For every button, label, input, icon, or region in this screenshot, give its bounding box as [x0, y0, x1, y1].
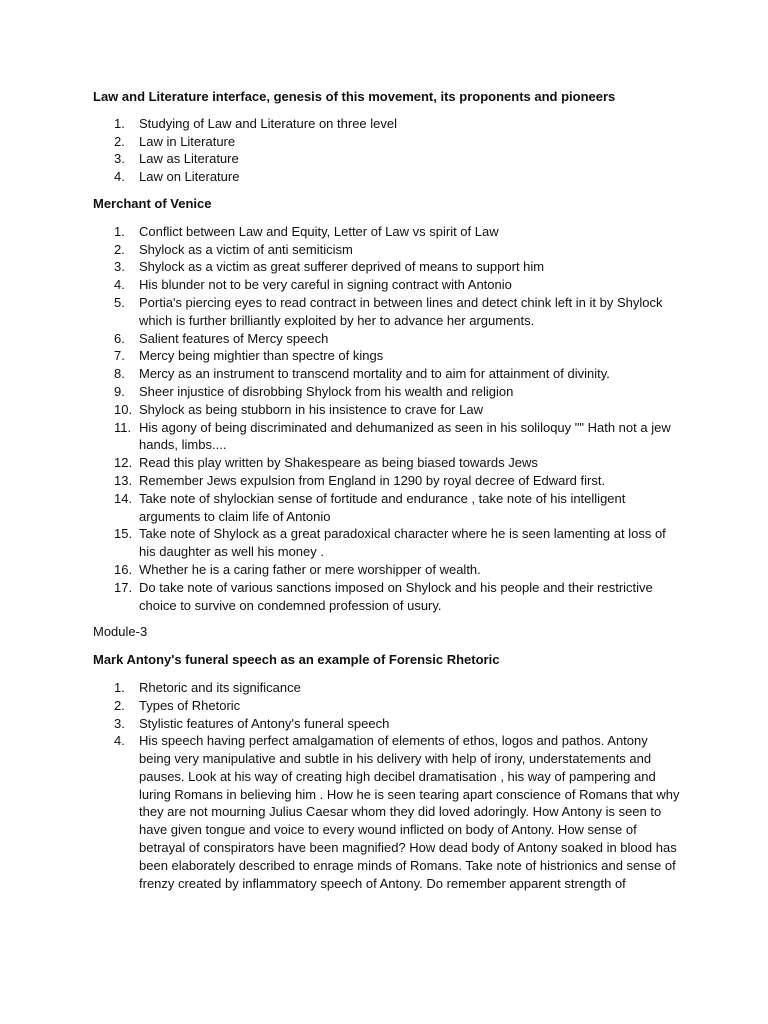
list-number: 3. — [114, 715, 125, 731]
list-text: Mercy as an instrument to transcend mortality and to aim for attainment of divinity. — [139, 366, 610, 382]
levels-list — [93, 115, 683, 186]
list-text: Mercy being mightier than spectre of kings — [139, 348, 384, 364]
list-item — [93, 150, 683, 168]
forensic-rhetoric-list — [93, 679, 683, 893]
document-body — [93, 88, 683, 901]
list-item — [93, 525, 683, 561]
list-number: 16. — [114, 561, 133, 577]
list-number: 2. — [114, 241, 125, 257]
list-number: 4. — [114, 277, 125, 293]
list-number: 12. — [114, 455, 133, 471]
list-item — [93, 715, 683, 733]
merchant-of-venice-list — [93, 223, 683, 615]
list-number: 2. — [114, 697, 125, 713]
list-text: Types of Rhetoric — [139, 697, 241, 713]
list-text: Take note of shylockian sense of fortitude and endurance , take note of his intelligent arguments to claim life of Antonio — [139, 490, 626, 524]
list-item — [93, 258, 683, 276]
list-number: 10. — [114, 401, 133, 417]
list-number: 6. — [114, 330, 125, 346]
list-number: 11. — [114, 419, 132, 435]
list-item — [93, 401, 683, 419]
list-text: Rhetoric and its significance — [139, 679, 301, 695]
list-text: Sheer injustice of disrobbing Shylock from his wealth and religion — [139, 383, 514, 399]
list-item — [93, 561, 683, 579]
list-item — [93, 294, 683, 330]
list-text: Read this play written by Shakespeare as being biased towards Jews — [139, 455, 538, 471]
list-item — [93, 276, 683, 294]
list-text: Shylock as being stubborn in his insistence to crave for Law — [139, 401, 483, 417]
list-number: 1. — [114, 115, 125, 131]
list-number: 15. — [114, 526, 133, 542]
list-item — [93, 579, 683, 615]
list-number: 3. — [114, 259, 125, 275]
list-text: Law in Literature — [139, 133, 236, 149]
list-item — [93, 490, 683, 526]
list-item — [93, 365, 683, 383]
list-text: Shylock as a victim as great sufferer deprived of means to support him — [139, 259, 545, 275]
list-item — [93, 347, 683, 365]
list-item — [93, 133, 683, 151]
list-item — [93, 330, 683, 348]
list-text: Shylock as a victim of anti semiticism — [139, 241, 353, 257]
list-item — [93, 732, 683, 892]
list-number: 4. — [114, 733, 125, 749]
list-number: 2. — [114, 133, 125, 149]
section-heading-merchant-of-venice: Merchant of Venice — [93, 195, 212, 211]
list-item — [93, 679, 683, 697]
list-item — [93, 472, 683, 490]
list-number: 1. — [114, 679, 125, 695]
list-item — [93, 419, 683, 455]
list-item — [93, 454, 683, 472]
list-text: Studying of Law and Literature on three level — [139, 115, 398, 131]
list-number: 9. — [114, 383, 125, 399]
list-text: Salient features of Mercy speech — [139, 330, 329, 346]
list-text: His speech having perfect amalgamation of elements of ethos, logos and pathos. Antony being very manipulative and subtle in his delivery with help of irony, understatements and pauses. Look at his way of creating high decibel dramatisation , his way of pampering and luring Romans in believing him . How he is seen tearing apart conscience of Romans that why they are not mourning Julius Caesar whom they did loved adoringly. How Antony is seen to have given tongue and voice to every wound inflicted on body of Antony. How sense of betrayal of conspirators have been magnified? How dead body of Antony soaked in blood has been elaborately described to enrage minds of Romans. Take note of histrionics and sense of frenzy created by inflammatory speech of Antony. Do remember apparent strength of — [139, 733, 680, 891]
list-number: 14. — [114, 490, 133, 506]
list-number: 1. — [114, 223, 125, 239]
list-text: Whether he is a caring father or mere worshipper of wealth. — [139, 561, 481, 577]
list-item — [93, 168, 683, 186]
list-number: 3. — [114, 151, 125, 167]
list-number: 7. — [114, 348, 125, 364]
document-title: Law and Literature interface, genesis of this movement, its proponents and pioneers — [93, 89, 616, 104]
list-number: 5. — [114, 294, 125, 310]
list-item — [93, 241, 683, 259]
list-text: Take note of Shylock as a great paradoxical character where he is seen lamenting at loss of his daughter as well his money . — [139, 526, 666, 560]
module-label: Module-3 — [93, 624, 148, 640]
list-number: 8. — [114, 366, 125, 382]
list-text: Law as Literature — [139, 151, 239, 167]
list-item — [93, 223, 683, 241]
list-text: His agony of being discriminated and dehumanized as seen in his soliloquy "" Hath not a jew hands, limbs.... — [139, 419, 671, 453]
list-number: 4. — [114, 169, 125, 185]
list-number: 17. — [114, 579, 133, 595]
list-item — [93, 115, 683, 133]
list-text: His blunder not to be very careful in signing contract with Antonio — [139, 277, 512, 293]
list-text: Portia's piercing eyes to read contract in between lines and detect chink left in it by Shylock which is further brilliantly exploited by her to advance her arguments. — [139, 294, 663, 328]
list-text: Do take note of various sanctions imposed on Shylock and his people and their restrictive choice to survive on condemned profession of usury. — [139, 579, 653, 613]
list-text: Remember Jews expulsion from England in 1290 by royal decree of Edward first. — [139, 472, 606, 488]
list-number: 13. — [114, 472, 133, 488]
list-text: Law on Literature — [139, 169, 240, 185]
list-text: Conflict between Law and Equity, Letter of Law vs spirit of Law — [139, 223, 499, 239]
list-item — [93, 383, 683, 401]
section-heading-forensic-rhetoric: Mark Antony's funeral speech as an example of Forensic Rhetoric — [93, 652, 500, 668]
list-item — [93, 697, 683, 715]
list-text: Stylistic features of Antony's funeral speech — [139, 715, 390, 731]
